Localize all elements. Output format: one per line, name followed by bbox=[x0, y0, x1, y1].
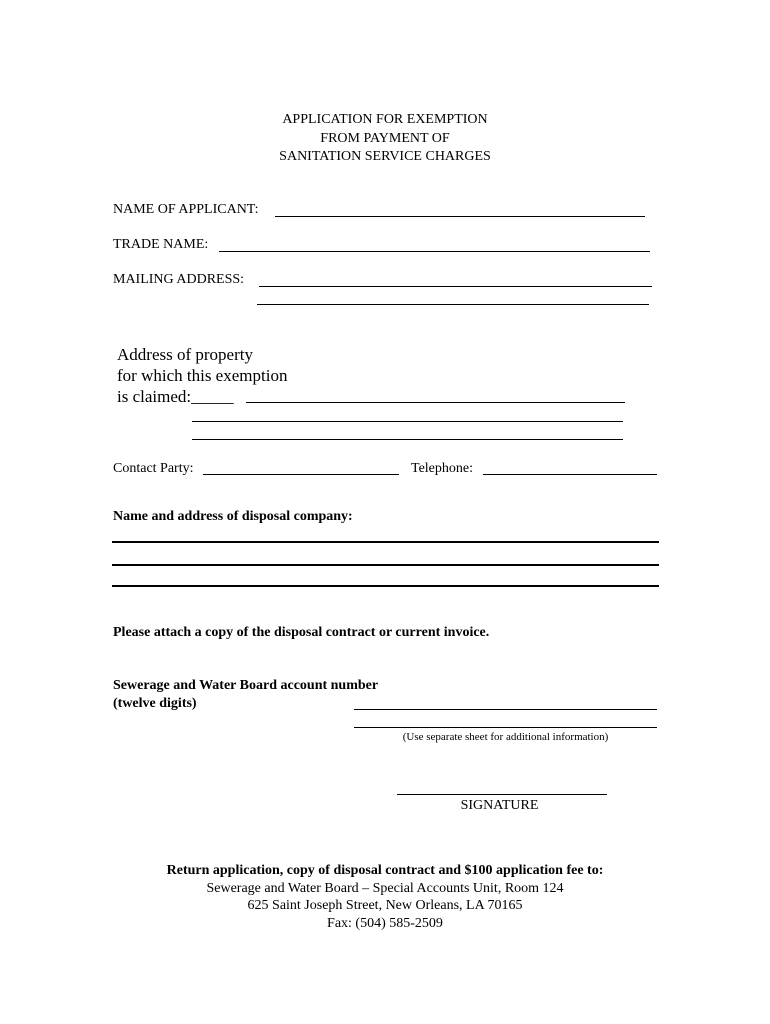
disposal-company-label: Name and address of disposal company: bbox=[113, 509, 353, 524]
account-number-label bbox=[113, 677, 378, 713]
separate-sheet-note: (Use separate sheet for additional information) bbox=[402, 731, 609, 743]
property-address-field-3[interactable] bbox=[192, 439, 623, 440]
title-line-3: SANITATION SERVICE CHARGES bbox=[279, 149, 491, 164]
mailing-address-label: MAILING ADDRESS: bbox=[113, 272, 245, 287]
trade-name-field[interactable] bbox=[219, 251, 650, 252]
signature-label: SIGNATURE bbox=[460, 798, 539, 813]
document-title bbox=[0, 111, 770, 167]
telephone-label: Telephone: bbox=[411, 461, 473, 476]
trade-name-label: TRADE NAME: bbox=[113, 237, 209, 252]
property-label-line-1: Address of property bbox=[117, 345, 253, 364]
account-label-line-2: (twelve digits) bbox=[113, 696, 197, 711]
contact-party-field[interactable] bbox=[203, 474, 399, 475]
mailing-address-field-2[interactable] bbox=[257, 304, 649, 305]
return-instructions bbox=[0, 862, 770, 932]
telephone-field[interactable] bbox=[483, 474, 657, 475]
title-line-1: APPLICATION FOR EXEMPTION bbox=[282, 112, 488, 127]
name-of-applicant-label: NAME OF APPLICANT: bbox=[113, 202, 259, 217]
signature-field[interactable] bbox=[397, 794, 607, 795]
account-number-field-2[interactable] bbox=[354, 727, 657, 728]
disposal-company-field-1[interactable] bbox=[112, 541, 659, 543]
property-address-field-1[interactable] bbox=[246, 402, 625, 403]
disposal-company-field-2[interactable] bbox=[112, 564, 659, 566]
mailing-address-field-1[interactable] bbox=[259, 286, 652, 287]
property-address-field-2[interactable] bbox=[192, 421, 623, 422]
street-address-line: 625 Saint Joseph Street, New Orleans, LA 70165 bbox=[247, 898, 523, 913]
account-number-field-1[interactable] bbox=[354, 709, 657, 710]
name-of-applicant-field[interactable] bbox=[275, 216, 645, 217]
title-line-2: FROM PAYMENT OF bbox=[320, 130, 450, 146]
disposal-company-field-3[interactable] bbox=[112, 585, 659, 587]
fax-line: Fax: (504) 585-2509 bbox=[327, 915, 443, 931]
property-label-line-3: is claimed:_____ bbox=[117, 387, 234, 406]
account-label-line-1: Sewerage and Water Board account number bbox=[113, 678, 379, 693]
return-line: Return application, copy of disposal contract and $100 application fee to: bbox=[166, 863, 604, 878]
contact-party-label: Contact Party: bbox=[113, 461, 194, 476]
organization-line: Sewerage and Water Board – Special Accounts Unit, Room 124 bbox=[206, 880, 564, 896]
property-label-line-2: for which this exemption bbox=[117, 366, 288, 385]
property-address-label bbox=[117, 344, 287, 407]
attach-contract-note: Please attach a copy of the disposal contract or current invoice. bbox=[113, 625, 490, 640]
